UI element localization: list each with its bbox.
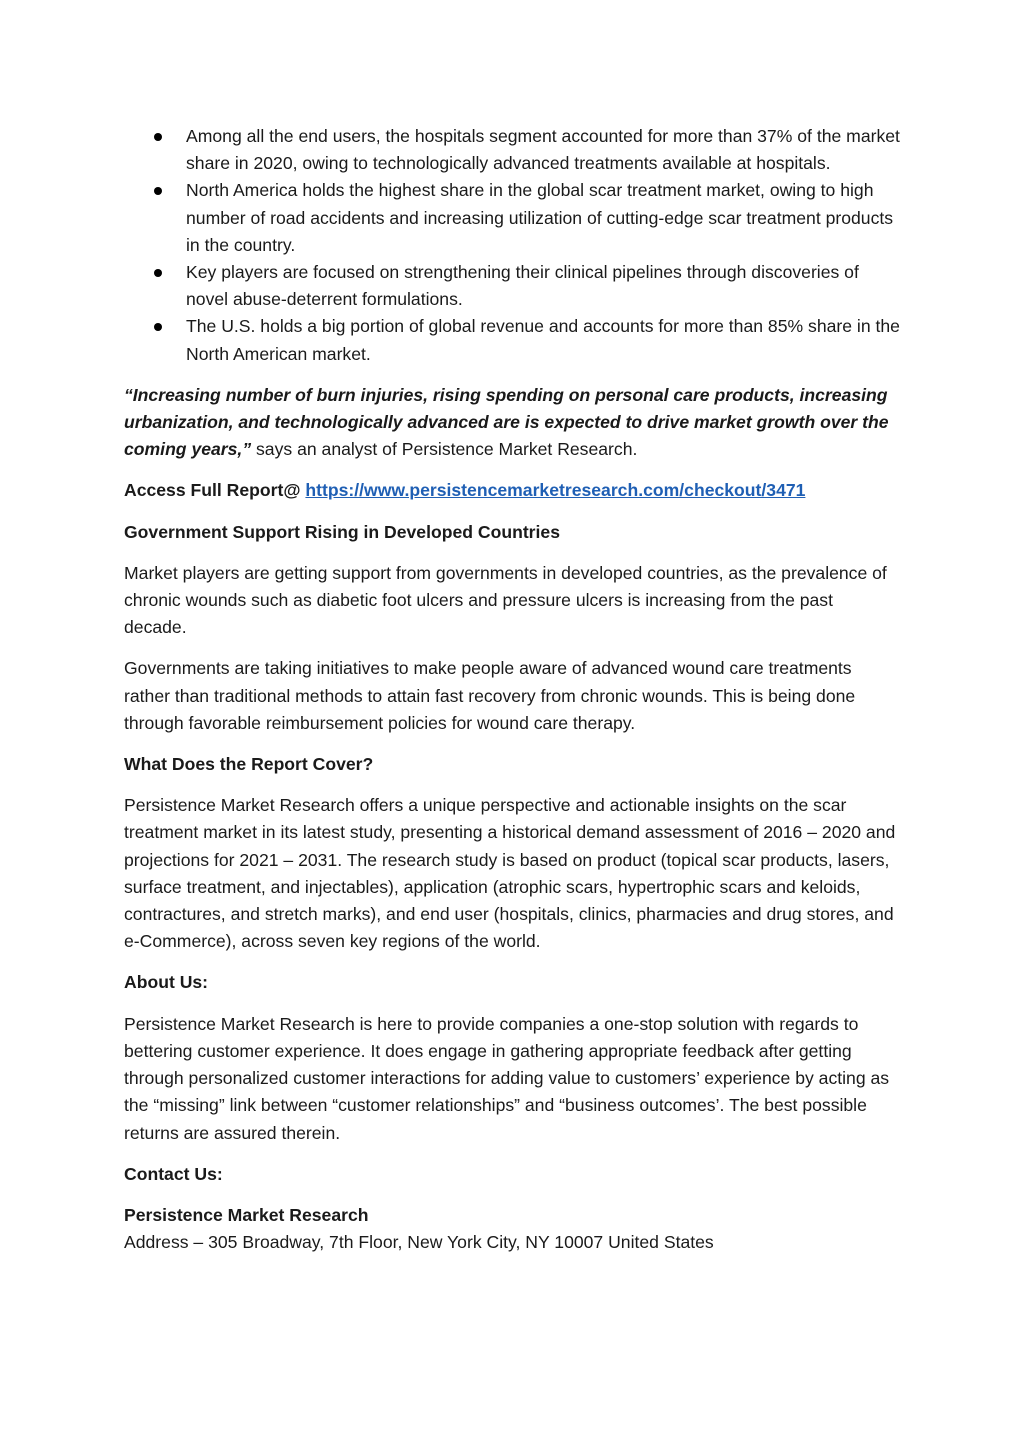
access-report-label: Access Full Report@ [124,480,306,501]
section-heading-government: Government Support Rising in Developed Countries [124,521,560,542]
report-checkout-link[interactable]: https://www.persistencemarketresearch.com/checkout/3471 [305,480,806,501]
key-findings-list [124,123,900,368]
company-name: Persistence Market Research [124,1204,369,1225]
report-paragraph: Persistence Market Research offers a unique perspective and actionable insights on the scar treatment market in its latest study, presenting a historical demand assessment of 2016 – 2020 and projections for 2021 – 2031. The research study is based on product (topical scar products, lasers, surface treatment, and injectables), application (atrophic scars, hypertrophic scars and keloids, contractures, and stretch marks), and end user (hospitals, clinics, pharmacies and drug stores, and e-Commerce), across seven key regions of the world. [124,795,896,952]
access-report-paragraph [124,477,900,504]
company-address: Address – 305 Broadway, 7th Floor, New York City, NY 10007 United States [124,1232,714,1253]
contact-block [124,1202,900,1256]
list-item [124,313,900,367]
bullet-icon [154,133,162,141]
list-item-text: North America holds the highest share in the global scar treatment market, owing to high number of road accidents and increasing utilization of cutting-edge scar treatment products in the country. [186,180,894,255]
list-item-text: Key players are focused on strengthening their clinical pipelines through discoveries of novel abuse-deterrent formulations. [186,262,859,310]
government-paragraph-1: Market players are getting support from governments in developed countries, as the prevalence of chronic wounds such as diabetic foot ulcers and pressure ulcers is increasing from the past decade. [124,562,887,638]
list-item-text: Among all the end users, the hospitals segment accounted for more than 37% of the market share in 2020, owing to technologically advanced treatments available at hospitals. [186,126,900,174]
section-heading-contact: Contact Us: [124,1163,223,1184]
list-item [124,177,900,259]
analyst-quote-paragraph [124,382,900,464]
about-paragraph: Persistence Market Research is here to provide companies a one-stop solution with regards to bettering customer experience. It does engage in gathering appropriate feedback after getting through personalized customer interactions for adding value to customers’ experience by acting as the “missing” link between “customer relationships” and “business outcomes’. The best possible returns are assured therein. [124,1013,890,1143]
list-item [124,123,900,177]
document-page [124,123,900,1256]
quote-attribution: says an analyst of Persistence Market Research. [251,439,638,460]
bullet-icon [154,323,162,331]
section-heading-about: About Us: [124,972,209,993]
analyst-quote: “Increasing number of burn injuries, rising spending on personal care products, increasing urbanization, and technologically advanced are is expected to drive market growth over the coming years,” [124,384,889,460]
list-item-text: The U.S. holds a big portion of global revenue and accounts for more than 85% share in the North American market. [186,316,900,364]
section-heading-report: What Does the Report Cover? [124,754,374,775]
list-item [124,259,900,313]
bullet-icon [154,269,162,277]
government-paragraph-2: Governments are taking initiatives to make people aware of advanced wound care treatments rather than traditional methods to attain fast recovery from chronic wounds. This is being done through favorable reimbursement policies for wound care therapy. [124,658,856,733]
bullet-icon [154,187,162,195]
